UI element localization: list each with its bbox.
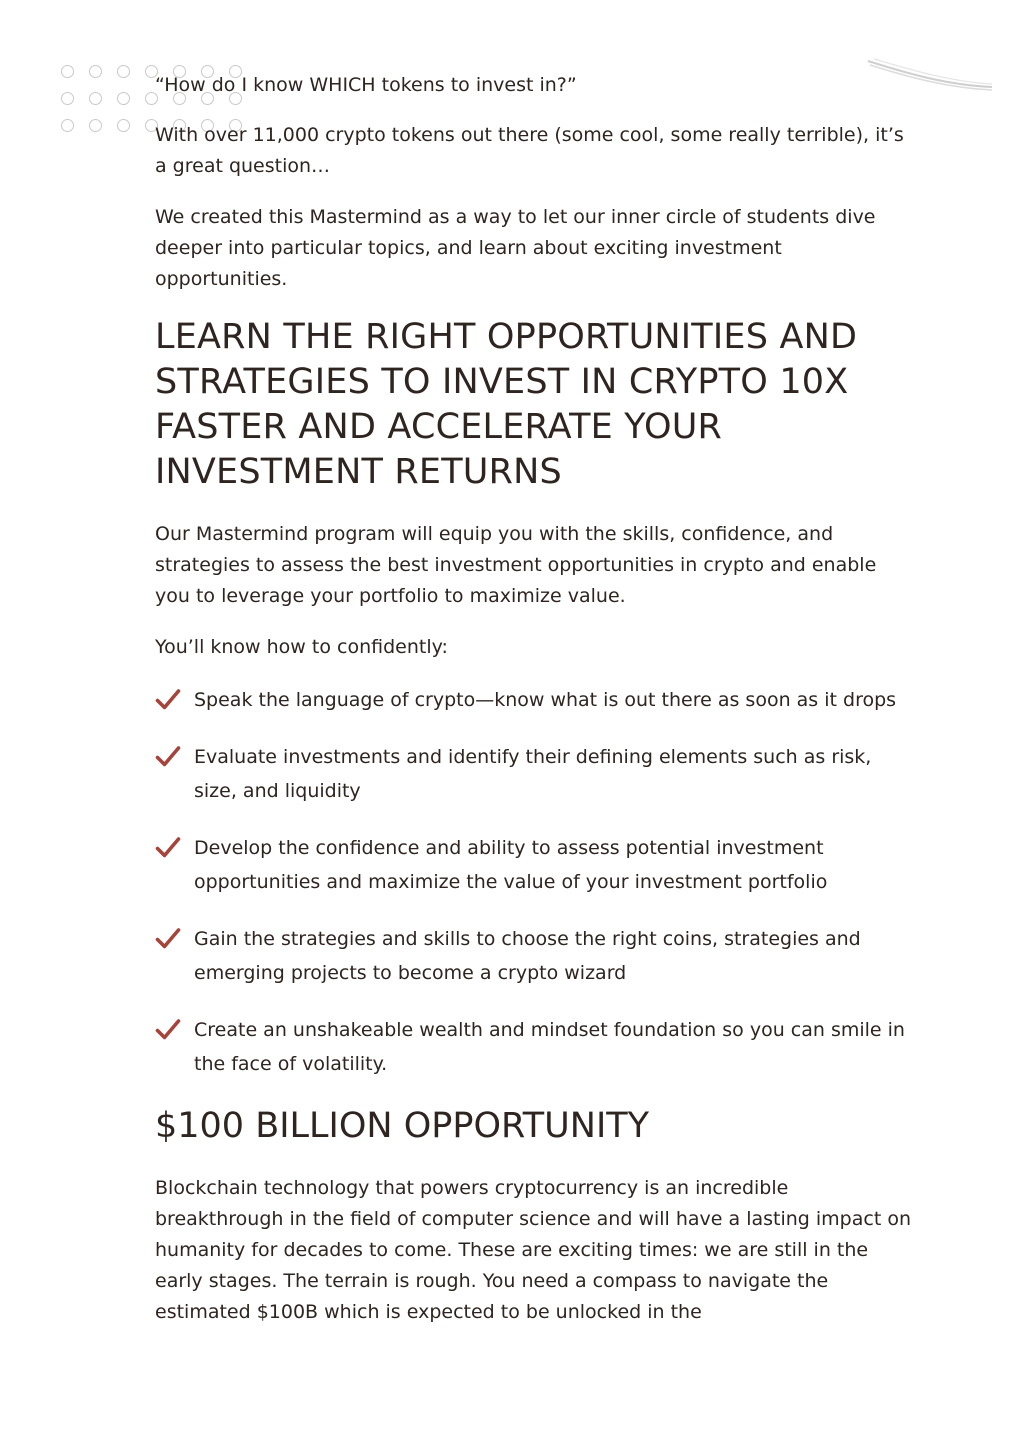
dot-decoration xyxy=(89,119,102,132)
dot-decoration xyxy=(61,65,74,78)
benefits-checklist xyxy=(155,683,915,1081)
section2-heading: $100 BILLION OPPORTUNITY xyxy=(155,1106,650,1146)
dot-decoration xyxy=(89,92,102,105)
checklist-item xyxy=(155,831,915,899)
checklist-item-text: Create an unshakeable wealth and mindset foundation so you can smile in the face of volatility. xyxy=(194,1019,905,1075)
section1-lead-in: You’ll know how to confidently: xyxy=(155,636,448,658)
checkmark-icon xyxy=(155,743,181,769)
checklist-item xyxy=(155,1013,915,1081)
checklist-item xyxy=(155,683,915,717)
section2-paragraph: Blockchain technology that powers cryptocurrency is an incredible breakthrough in the field of computer science and will have a lasting impact on humanity for decades to come. These are exciting times: we are still in the early stages. The terrain is rough. You need a compass to navigate the estimated $100B which is expected to be unlocked in the xyxy=(155,1177,911,1323)
section1-paragraph: Our Mastermind program will equip you with the skills, confidence, and strategies to assess the best investment opportunities in crypto and enable you to leverage your portfolio to maximize value. xyxy=(155,523,877,607)
checklist-item-text: Develop the confidence and ability to assess potential investment opportunities and maximize the value of your investment portfolio xyxy=(194,837,828,893)
checklist-item xyxy=(155,740,915,808)
dot-decoration xyxy=(117,65,130,78)
intro-mastermind-paragraph: We created this Mastermind as a way to let our inner circle of students dive deeper into particular topics, and learn about exciting investment opportunities. xyxy=(155,206,876,290)
checkmark-icon xyxy=(155,1016,181,1042)
checklist-item xyxy=(155,922,915,990)
checklist-item-text: Speak the language of crypto—know what is out there as soon as it drops xyxy=(194,689,897,711)
dot-decoration xyxy=(117,119,130,132)
checklist-item-text: Evaluate investments and identify their defining elements such as risk, size, and liquidity xyxy=(194,746,872,802)
checkmark-icon xyxy=(155,834,181,860)
dot-decoration xyxy=(61,119,74,132)
checklist-item-text: Gain the strategies and skills to choose the right coins, strategies and emerging projects to become a crypto wizard xyxy=(194,928,861,984)
dot-decoration xyxy=(61,92,74,105)
intro-quote: “How do I know WHICH tokens to invest in?” xyxy=(155,74,577,96)
checkmark-icon xyxy=(155,686,181,712)
main-content xyxy=(155,70,915,1348)
dot-decoration xyxy=(117,92,130,105)
dot-decoration xyxy=(89,65,102,78)
checkmark-icon xyxy=(155,925,181,951)
intro-question-paragraph: With over 11,000 crypto tokens out there (some cool, some really terrible), it’s a great question… xyxy=(155,124,904,177)
section1-heading: LEARN THE RIGHT OPPORTUNITIES AND STRATEGIES TO INVEST IN CRYPTO 10X FASTER AND ACCELERATE YOUR INVESTMENT RETURNS xyxy=(155,317,858,492)
